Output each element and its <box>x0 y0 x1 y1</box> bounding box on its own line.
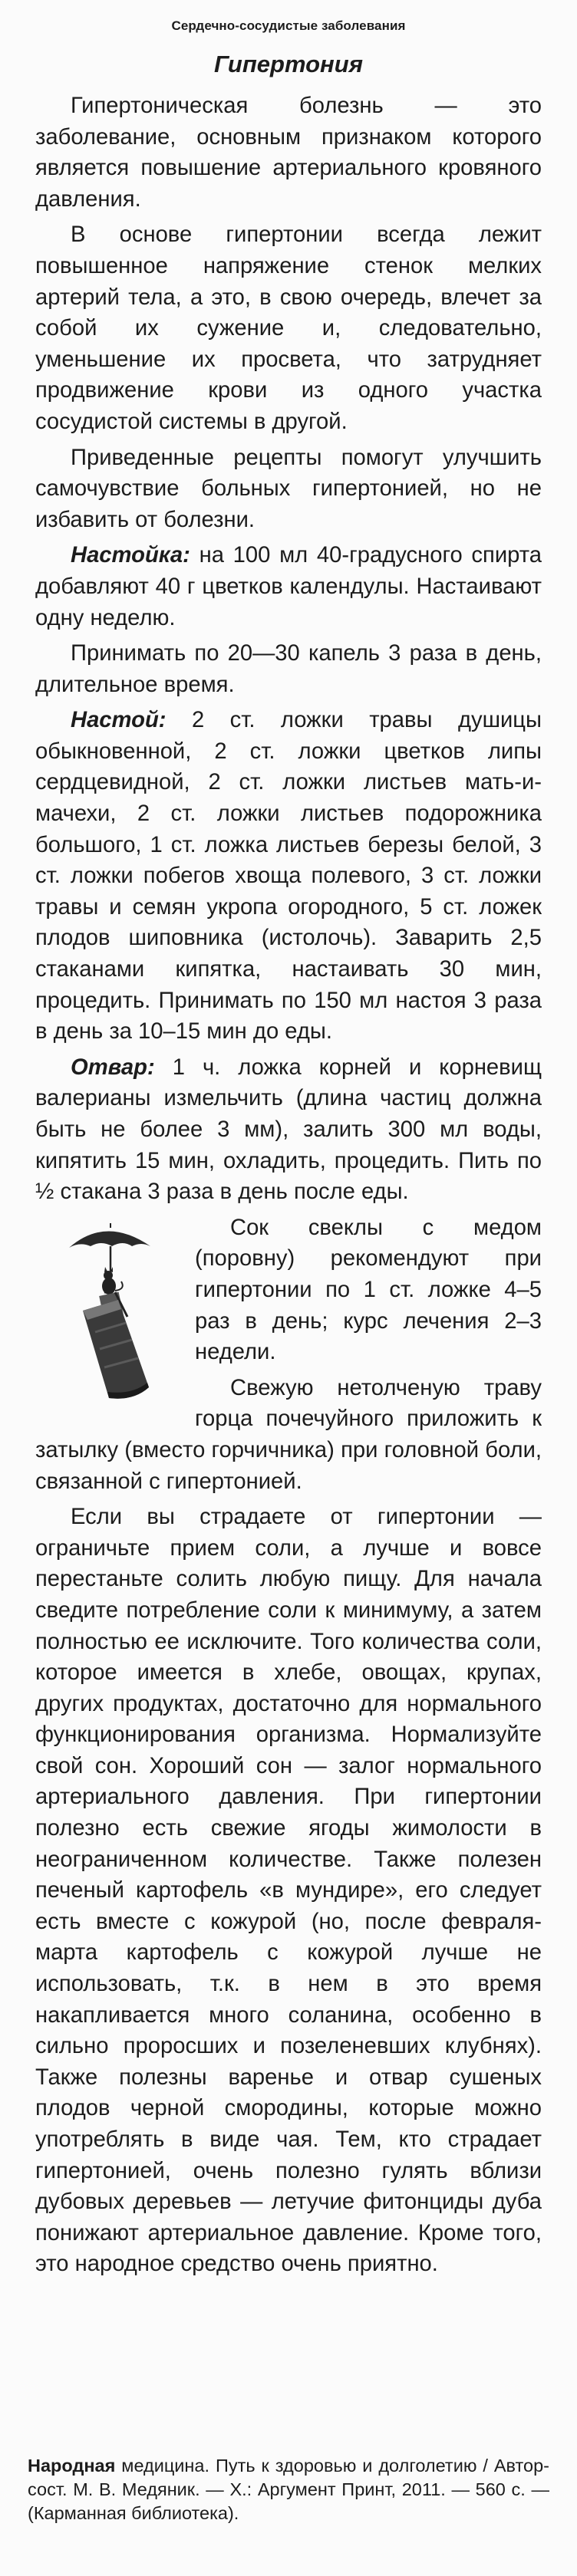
intro-paragraph-1: Гипертоническая болезнь — это заболевание, основным признаком которого является повышение артериального кровяного давления. <box>35 94 542 212</box>
advice-paragraph: Если вы страдаете от гипертонии — ограничьте прием соли, а лучше и вовсе перестаньте солить любую пищу. Для начала сведите потребление соли к минимуму, а затем полностью ее исключите. Того количества соли, которое имеется в хлебе, овощах, крупах, других продуктах, достаточно для нормального функционирования организма. Нормализуйте свой сон. Хороший сон — залог нормального артериального давления. При гипертонии полезно есть свежие ягоды жимолости в неограниченном количестве. Также полезен печеный картофель «в мундире», его следует есть вместе с кожурой (но, после февраля-марта картофель с кожурой лучше не использовать, т.к. в нем в это время накапливается много соланина, особенно в сильно проросших и позеленевших клубнях). Также полезны варенье и отвар сушеных плодов черной смородины, которые можно употреблять в виде чая. Тем, кто страдает гипертонией, очень полезно гулять вблизи дубовых деревьев — летучие фитонциды дуба понижают артериальное давление. Кроме того, это народное средство очень приятно. <box>35 1505 542 2277</box>
tincture-text: на 100 мл 40-градусного спирта добавляют 40 г цветков календулы. Настаивают одну неделю. <box>35 543 542 630</box>
tincture-label: Настойка: <box>71 543 190 568</box>
citation-title: Народная <box>28 2456 116 2476</box>
infusion-recipe <box>35 705 542 1048</box>
source-citation <box>28 2454 549 2525</box>
beet-juice-paragraph: Сок свеклы с медом (поровну) рекомендуют при гипертонии по 1 ст. ложке 4–5 раз в день; курс лечения 2–3 недели. <box>195 1215 542 1365</box>
article-title: Гипертония <box>214 51 363 77</box>
intro-paragraph-2: В основе гипертонии всегда лежит повышенное напряжение стенок мелких артерий тела, а это, в свою очередь, влечет за собой их сужение и, следовательно, уменьшение их просвета, что затрудняет продвижение крови из одного участка сосудистой системы в другой. <box>35 222 542 434</box>
intro-paragraph-3: Приведенные рецепты помогут улучшить самочувствие больных гипертонией, но не избавить от болезни. <box>35 445 542 532</box>
decoction-text: 1 ч. ложка корней и корневищ валерианы измельчить (длина частиц должна быть не более 3 мм), залить 300 мл воды, кипятить 15 мин, охладить, процедить. Пить по ½ стакана 3 раза в день после еды. <box>35 1054 542 1205</box>
infusion-label: Настой: <box>71 708 167 733</box>
illustrated-block <box>35 1212 542 1497</box>
umbrella-cat-on-pencil-illustration-icon <box>35 1217 189 1407</box>
decoction-recipe <box>35 1052 542 1208</box>
tincture-recipe <box>35 540 542 633</box>
infusion-text: 2 ст. ложки травы душицы обыкновенной, 2 ст. ложки цветков липы сердцевидной, 2 ст. ложки листьев мать-и-мачехи, 2 ст. ложки листьев подорожника большого, 1 ст. ложка листьев березы белой, 3 ст. ложки побегов хвоща полевого, 3 ст. ложки травы и семян укропа огородного, 5 ст. ложек плодов шиповника (истолочь). Заварить 2,5 стаканами кипятка, настаивать 30 мин, процедить. Принимать по 150 мл настоя 3 раза в день за 10–15 мин до еды. <box>35 708 542 1045</box>
running-header: Сердечно-сосудистые заболевания <box>171 18 406 33</box>
article-body <box>35 90 542 2285</box>
decoction-label: Отвар: <box>71 1054 155 1080</box>
tincture-usage: Принимать по 20—30 капель 3 раза в день, длительное время. <box>35 641 542 697</box>
mustard-alternative-paragraph: Свежую нетолченую траву горца почечуйного приложить к затылку (вместо горчичника) при головной боли, связанной с гипертонией. <box>35 1375 542 1494</box>
citation-rest: медицина. Путь к здоровью и долголетию / Автор-сост. М. В. Медяник. — Х.: Аргумент Принт, 2011. — 560 с. — (Карманная библиотека). <box>28 2456 549 2523</box>
